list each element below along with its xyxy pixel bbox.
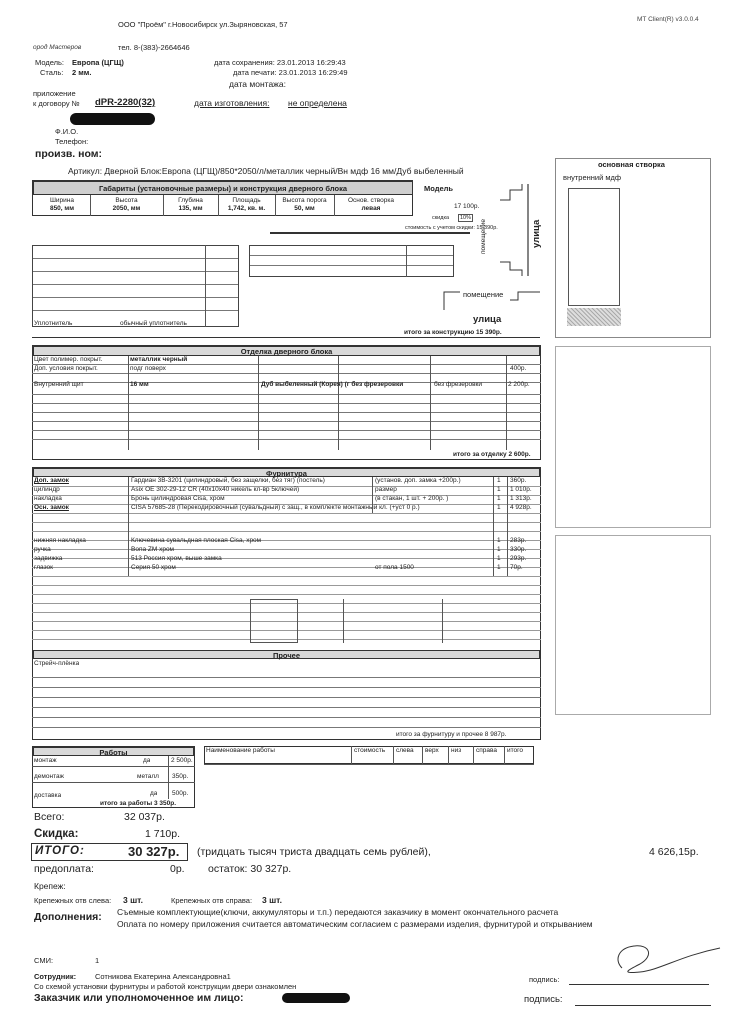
construction-grid-left: [32, 245, 239, 327]
signature-line-2: [575, 1005, 711, 1006]
hardware-row-line: [32, 585, 541, 586]
finish-col: [430, 356, 431, 450]
grid-divider: [205, 245, 206, 327]
dimension-value-4: 50, мм: [294, 205, 315, 212]
hardware-col: [372, 477, 373, 513]
finish-col: [258, 356, 259, 450]
hardware-price-7: 70р.: [510, 564, 523, 571]
hardware-col: [343, 599, 344, 643]
phone-label: Телефон:: [55, 137, 89, 146]
dimension-value-1: 2050, мм: [112, 205, 141, 212]
extra-works-header-4: низ: [451, 747, 462, 754]
right-panel-empty-2: [555, 535, 711, 715]
diagram-street: улица: [473, 314, 502, 325]
hardware-name-6: задвижка: [34, 555, 63, 562]
finish-label-2: Внутренний щит: [34, 381, 84, 388]
finish-grid: [32, 356, 541, 450]
discount-total-label: Скидка:: [34, 828, 79, 840]
save-date: дата сохранения: 23.01.2013 16:29:43: [214, 58, 346, 67]
extra-works-divider: [473, 746, 474, 764]
diagram-room: помещение: [463, 290, 504, 299]
dimension-header-4: Высота порога: [282, 197, 327, 204]
diagram-street-vertical: улица: [531, 219, 542, 248]
hardware-price-2: 1 313р.: [510, 495, 532, 502]
hardware-name-0: Доп. замок: [34, 477, 69, 484]
contract-number: dPR-2280(32): [95, 97, 156, 108]
employee-label: Сотрудник:: [34, 972, 77, 981]
employee-value: Сотникова Екатерина Александровна1: [95, 972, 231, 981]
dimension-value-5: левая: [361, 205, 381, 212]
dimensions-title: Габариты (установочные размеры) и конструкция дверного блока: [33, 181, 413, 195]
hardware-desc-6: 513 Россия хром, выше замка: [131, 555, 222, 562]
discount-value: 10%: [460, 215, 472, 221]
hardware-desc-7: Серия 50 хром: [131, 564, 176, 571]
hardware-sketch-box: [250, 599, 298, 643]
construction-total: итого за конструкцию 15 390р.: [404, 329, 502, 336]
hardware-name-1: цилиндр: [34, 486, 60, 493]
finish-col: [338, 356, 339, 450]
steel-value: 2 мм.: [72, 68, 92, 77]
dimension-value-3: 1,742, кв. м.: [227, 205, 266, 212]
signature-label-1: подпись:: [529, 975, 560, 984]
works-name-1: демонтаж: [34, 773, 64, 780]
grid-divider-2: [406, 245, 407, 277]
dimension-divider: [90, 195, 91, 216]
door-leaf-sketch: [568, 188, 620, 306]
model-column-label: Модель: [424, 184, 454, 193]
dimension-header-0: Ширина: [49, 197, 75, 204]
rule: [204, 764, 534, 765]
main-leaf-subtitle: внутренний мдф: [563, 173, 622, 182]
hardware-desc-1: Asix OE 302-29-12 CR (40x10x40 никель кл-вр 5ключей): [131, 486, 300, 493]
company-phone: тел. 8-(383)-2664646: [118, 43, 190, 52]
model-value: Европа (ЦГЩ): [72, 58, 124, 67]
works-price-1: 350р.: [172, 773, 189, 780]
finish-value-2: 16 мм: [130, 381, 149, 388]
works-name-0: монтаж: [34, 757, 57, 764]
hardware-desc-5: Вопа ZM хром: [131, 546, 175, 553]
fasteners-right-label: Крепежных отв справа:: [171, 896, 253, 905]
finish-col: [128, 356, 129, 450]
other-title: Прочее: [33, 650, 540, 659]
main-leaf-title: основная створка: [598, 160, 665, 169]
discount-total-value: 1 710р.: [145, 828, 181, 840]
production-number-label: произв. ном:: [35, 148, 103, 160]
seal-value: обычный уплотнитель: [120, 320, 187, 327]
construction-grid-right: [249, 245, 454, 277]
redacted-name: [70, 113, 155, 125]
works-name-2: доставка: [34, 792, 62, 799]
hardware-row-line: [32, 513, 541, 514]
manufacture-value: не определена: [288, 98, 347, 108]
hardware-price-6: 293р.: [510, 555, 527, 562]
hardware-qty-4: 1: [497, 537, 501, 544]
finish-value-0: металлик черный: [130, 356, 188, 363]
discounted-cost: стоимость с учетом скидки: 15 390р.: [405, 225, 498, 231]
manufacture-label: дата изготовления:: [194, 98, 270, 108]
dimension-header-1: Высота: [115, 197, 138, 204]
hardware-price-0: 360р.: [510, 477, 527, 484]
dimension-value-2: 135, мм: [178, 205, 203, 212]
hardware-desc-2: Бронь цилиндровая Cisa, хром: [131, 495, 225, 502]
works-value-2: да: [150, 790, 158, 797]
finish-price-2: 2 200р.: [508, 381, 530, 388]
additions-line-2: Оплата по номеру приложения считается автоматическим согласием с размерами изделия, фурнитурой и открыванием: [117, 919, 593, 929]
hardware-name-5: ручка: [34, 546, 51, 553]
customer-label: Заказчик или уполномоченное им лицо:: [34, 992, 244, 1004]
extra-works-header-2: слева: [396, 747, 414, 754]
appendix-label: приложение: [33, 89, 76, 98]
hardware-col: [442, 599, 443, 643]
rule: [32, 766, 195, 767]
handwritten-signature: [610, 938, 730, 978]
smi-value: 1: [95, 956, 100, 965]
signature-label-2: подпись:: [524, 994, 563, 1005]
dimension-value-0: 850, мм: [49, 205, 75, 212]
works-value-1: металл: [137, 773, 159, 780]
hardware-note-1: размер: [375, 486, 397, 493]
hardware-qty-7: 1: [497, 564, 501, 571]
other-item: Стрейч-плёнка: [34, 660, 80, 667]
diagram-room-vertical: помещение: [480, 219, 487, 254]
total-value: 32 037р.: [124, 811, 165, 823]
hardware-name-4: нижняя накладка: [34, 537, 86, 544]
hardware-qty-3: 1: [497, 504, 501, 511]
hardware-qty-0: 1: [497, 477, 501, 484]
hardware-desc-3: CISA 57685-28 (Перекодировочный (сувальдный) с защ., в комплекте монтажный кл. (+уст 0 р.): [131, 504, 420, 511]
final-total-value: 30 327р.: [128, 844, 180, 859]
model-label: Модель:: [35, 58, 65, 67]
extra-works-divider: [448, 746, 449, 764]
dimension-divider: [218, 195, 219, 216]
hardware-desc-4: Ключевина сувальдная плоская Cisa, хром: [131, 537, 262, 544]
extra-works-header-6: итого: [507, 747, 523, 754]
works-total: итого за работы 3 350р.: [100, 800, 177, 807]
hardware-name-7: глазок: [34, 564, 53, 571]
other-grid: [32, 668, 541, 728]
works-value-0: да: [143, 757, 151, 764]
redacted-customer: [282, 993, 350, 1003]
dimension-divider: [334, 195, 335, 216]
finish-label-0: Цвет полимер. покрыт.: [34, 356, 103, 363]
final-total-words: (тридцать тысяч триста двадцать семь рублей),: [197, 846, 431, 858]
dimension-header-5: Основ. створка: [347, 197, 394, 204]
rule: [32, 337, 540, 338]
side-amount: 4 626,15р.: [649, 846, 699, 858]
dimension-divider: [163, 195, 164, 216]
right-panel-empty-1: [555, 346, 711, 528]
extra-works-header-3: верх: [425, 747, 439, 754]
hardware-col: [493, 477, 494, 576]
finish-label-1: Доп. условия покрыт.: [34, 365, 98, 372]
seal-label: Уплотнитель: [34, 320, 73, 327]
dimension-divider: [275, 195, 276, 216]
signature-line-1: [569, 984, 709, 985]
hardware-qty-5: 1: [497, 546, 501, 553]
rule: [270, 232, 470, 234]
prepay-value: 0р.: [170, 863, 185, 875]
additions-label: Дополнения:: [34, 911, 102, 923]
prepay-label: предоплата:: [34, 863, 94, 875]
hardware-price-1: 1 010р.: [510, 486, 532, 493]
hardware-title: Фурнитура: [33, 468, 540, 477]
app-version: MT Client(R) v3.0.0.4: [637, 16, 699, 23]
fasteners-left-label: Крепежных отв слева:: [34, 896, 112, 905]
hardware-qty-2: 1: [497, 495, 501, 502]
fasteners-right-value: 3 шт.: [262, 895, 282, 905]
dimension-price: 17 100р.: [454, 203, 480, 210]
hardware-name-3: Осн. замок: [34, 504, 69, 511]
hardware-col: [128, 477, 129, 576]
extra-works-divider: [504, 746, 505, 764]
acknowledgement: Со схемой установки фурнитуры и работой конструкции двери ознакомлен: [34, 982, 297, 991]
dimension-header-2: Глубина: [178, 197, 203, 204]
hardware-qty-6: 1: [497, 555, 501, 562]
smi-label: СМИ:: [34, 956, 54, 965]
hardware-row-line: [32, 522, 541, 523]
fio-label: Ф.И.О.: [55, 127, 79, 136]
finish-title: Отделка дверного блока: [33, 346, 540, 356]
extra-works-header-0: Наименование работы: [206, 747, 275, 754]
company-logo: ород Мастеров: [33, 44, 82, 51]
company-name: ООО "Проём" г.Новосибирск ул.Зыряновская, 57: [118, 20, 288, 29]
extra-works-divider: [351, 746, 352, 764]
hardware-name-2: накладка: [34, 495, 62, 502]
hardware-desc-0: Гардиан 3В-3201 (цилиндровый, без защелки, без тяг) (постель): [131, 477, 325, 484]
hardware-col: [507, 477, 508, 576]
extra-works-header-1: стоимость: [354, 747, 386, 754]
hardware-qty-1: 1: [497, 486, 501, 493]
remaining-amount: остаток: 30 327р.: [208, 863, 292, 875]
door-threshold-sketch: [567, 308, 621, 326]
total-label: Всего:: [34, 811, 65, 823]
additions-line-1: Съемные комплектующие(ключи, аккумуляторы и т.п.) передаются заказчику в момент окончательного расчета: [117, 907, 559, 917]
finish-value-1: подг поверх: [130, 365, 166, 372]
fasteners-left-value: 3 шт.: [123, 895, 143, 905]
hardware-price-3: 4 928р.: [510, 504, 532, 511]
hardware-total: итого за фурнитуру и прочее 8 987р.: [396, 731, 507, 738]
steel-label: Сталь:: [40, 68, 64, 77]
hardware-note-7: от пола 1500: [375, 564, 414, 571]
hardware-note-0: (установ. доп. замка +200р.): [375, 477, 461, 484]
dimension-header-3: Площадь: [232, 197, 261, 204]
article-text: Артикул: Дверной Блок:Европа (ЦГЩ)/850*2050/л/металлик черный/Вн мдф 16 мм/Дуб выбеленный: [68, 166, 464, 176]
finish-extra2-2: без фрезеровки: [434, 381, 483, 388]
extra-works-header-5: справа: [476, 747, 497, 754]
discount-label: скидка: [432, 215, 450, 221]
works-title: Работы: [33, 747, 194, 756]
works-price-0: 2 500р.: [171, 757, 193, 764]
hardware-note-2: (в стакан, 1 шт. + 200р. ): [375, 495, 449, 502]
hardware-row-line: [32, 576, 541, 577]
hardware-row-line: [32, 594, 541, 595]
hardware-price-4: 283р.: [510, 537, 527, 544]
fasteners-label: Крепеж:: [34, 881, 66, 891]
hardware-price-5: 330р.: [510, 546, 527, 553]
mount-date: дата монтажа:: [229, 79, 286, 89]
finish-col: [506, 356, 507, 450]
contract-label: к договору №: [33, 99, 80, 108]
works-col: [168, 756, 169, 799]
extra-works-divider: [422, 746, 423, 764]
finish-extra-2: Дуб выбеленный (Корея) (г без фрезеровки: [261, 381, 404, 388]
rule: [32, 782, 195, 783]
print-date: дата печати: 23.01.2013 16:29:49: [233, 68, 348, 77]
works-price-2: 500р.: [172, 790, 189, 797]
hardware-row-line: [32, 531, 541, 532]
extra-works-divider: [393, 746, 394, 764]
finish-total: итого за отделку 2 600р.: [453, 451, 531, 458]
finish-price-1: 400р.: [510, 365, 527, 372]
final-total-label: ИТОГО:: [35, 845, 85, 857]
